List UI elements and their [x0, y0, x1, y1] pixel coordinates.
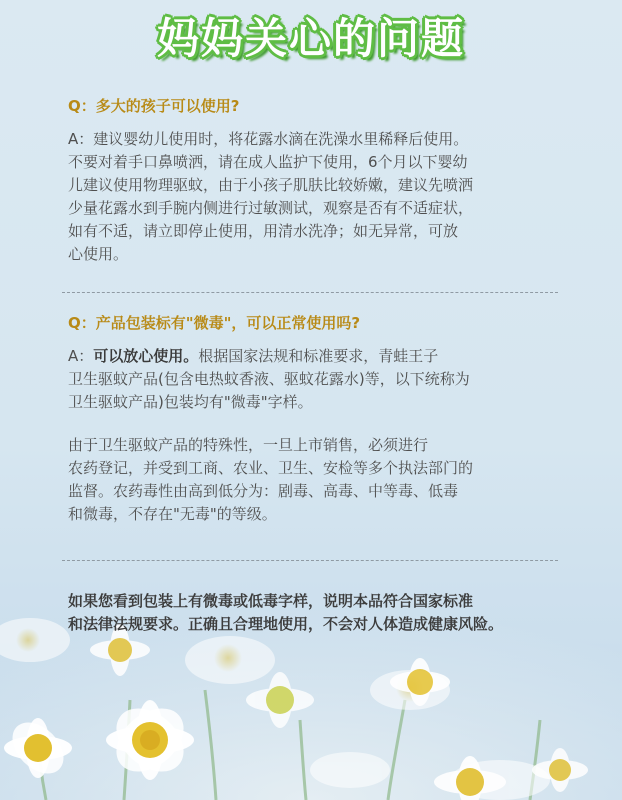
answer-2-paragraph-2 [68, 434, 568, 526]
answer-1-line: 心使用。 [68, 245, 129, 263]
answer-1-line: 少量花露水到手腕内侧进行过敏测试，观察是否有不适症状， [68, 199, 474, 217]
divider [62, 292, 558, 293]
paragraph-line: 监督。农药毒性由高到低分为：剧毒、高毒、中等毒、低毒 [68, 482, 459, 500]
paragraph-line: 农药登记，并受到工商、农业、卫生、安检等多个执法部门的 [68, 459, 474, 477]
conclusion-line: 和法律法规要求。正确且合理地使用，不会对人体造成健康风险。 [68, 615, 504, 633]
answer-1-line: A：建议婴幼儿使用时，将花露水滴在洗澡水里稀释后使用。 [68, 130, 469, 148]
answer-2-highlight: 可以放心使用。 [93, 347, 199, 365]
answer-2 [68, 345, 568, 414]
answer-1-line: 不要对着手口鼻喷洒，请在成人监护下使用，6个月以下婴幼 [68, 153, 468, 171]
answer-2-line: 卫生驱蚊产品)包装均有"微毒"字样。 [68, 393, 313, 411]
conclusion-line: 如果您看到包装上有微毒或低毒字样，说明本品符合国家标准 [68, 592, 474, 610]
answer-1 [68, 128, 568, 266]
conclusion-text [68, 590, 503, 636]
answer-2-line: 卫生驱蚊产品(包含电热蚊香液、驱蚊花露水)等，以下统称为 [68, 370, 470, 388]
answer-prefix: A： [68, 347, 94, 365]
question-1: Q：多大的孩子可以使用? [68, 97, 240, 115]
answer-1-line: 如有不适，请立即停止使用，用清水洗净；如无异常，可放 [68, 222, 459, 240]
paragraph-line: 和微毒，不存在"无毒"的等级。 [68, 505, 277, 523]
paragraph-line: 由于卫生驱蚊产品的特殊性，一旦上市销售，必须进行 [68, 436, 429, 454]
answer-2-first-line [68, 345, 568, 368]
page-title: 妈妈关心的问题 [156, 14, 465, 63]
answer-1-line: 儿建议使用物理驱蚊，由于小孩子肌肤比较娇嫩，建议先喷洒 [68, 176, 474, 194]
question-2: Q：产品包装标有"微毒"，可以正常使用吗? [68, 314, 361, 332]
answer-2-first-rest: 根据国家法规和标准要求，青蛙王子 [198, 347, 439, 365]
divider [62, 560, 558, 561]
